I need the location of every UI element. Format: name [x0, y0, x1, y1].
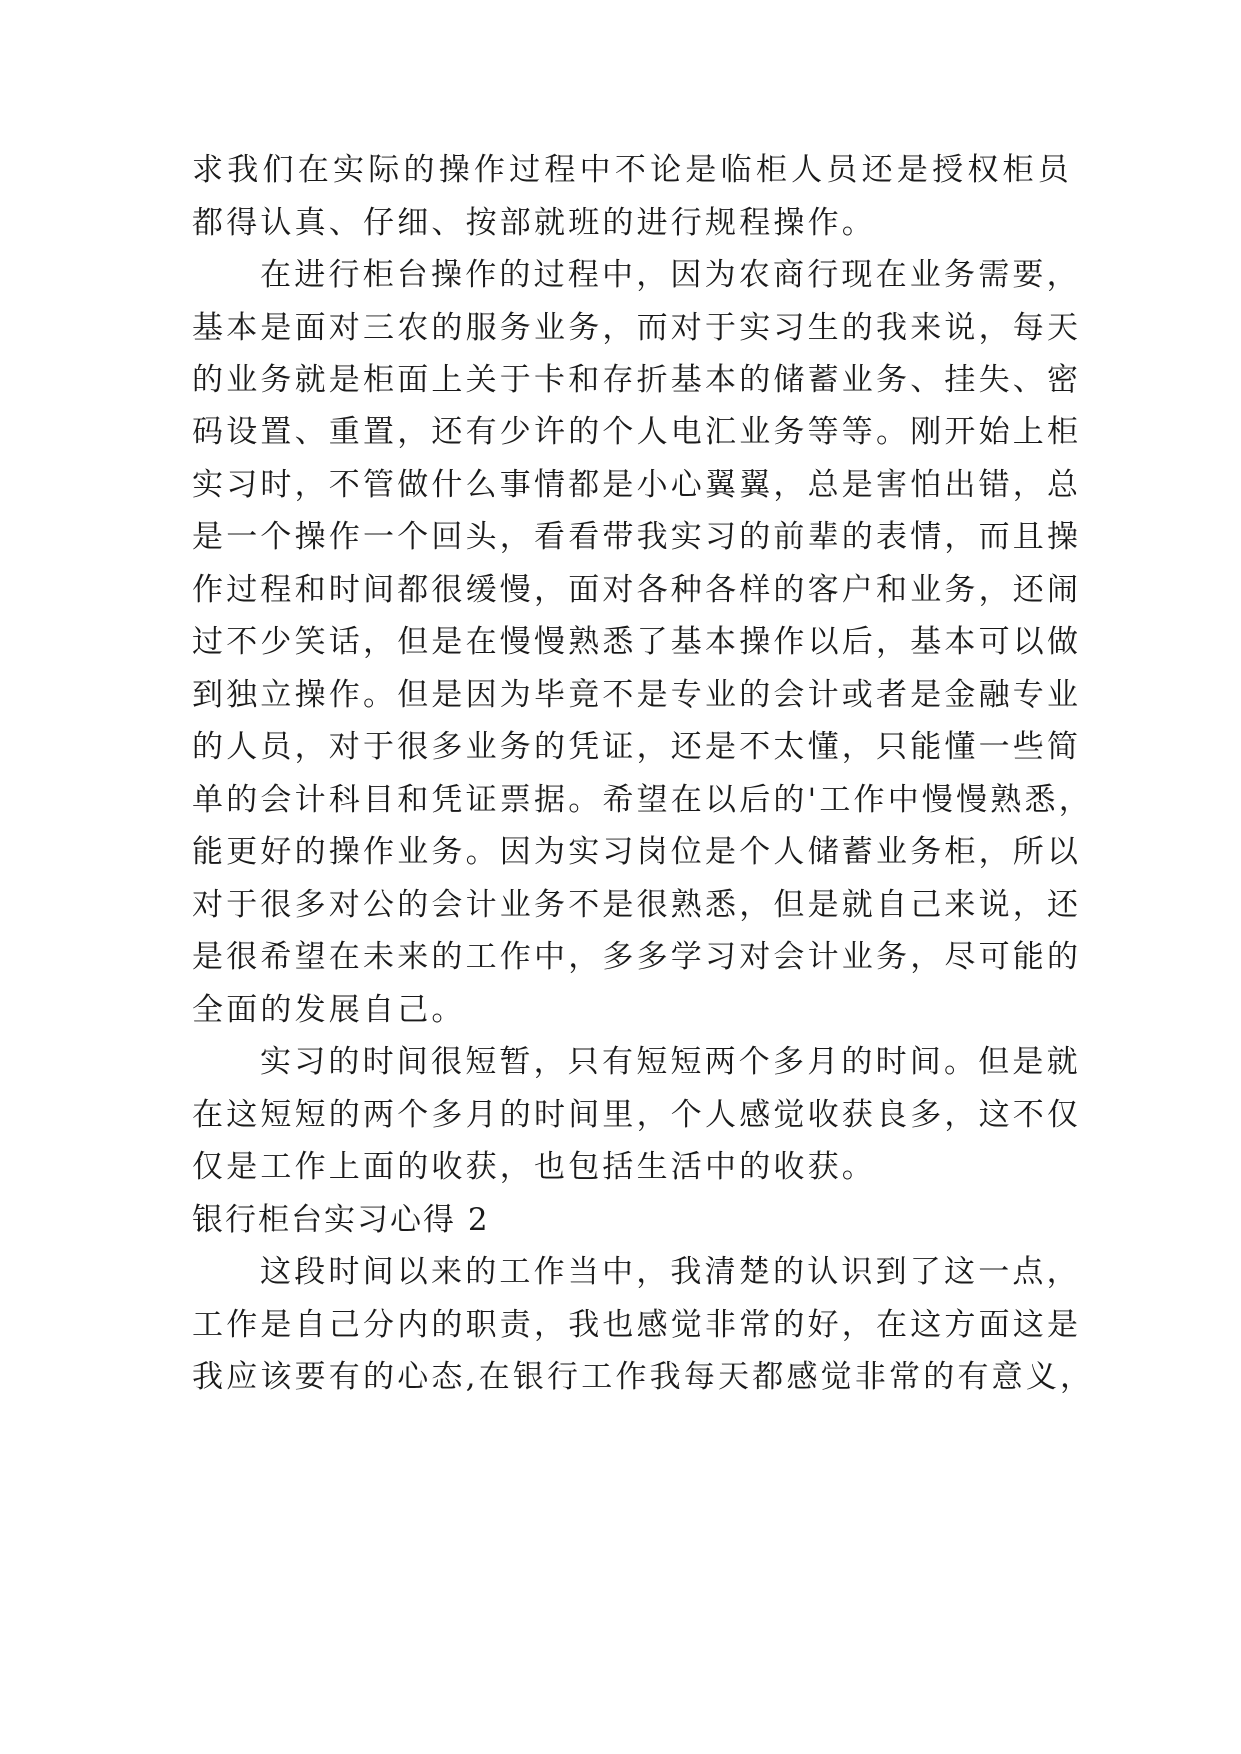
- text-line: 是一个操作一个回头，看看带我实习的前辈的表情，而且操: [192, 519, 1082, 555]
- text-line: 对于很多对公的会计业务不是很熟悉，但是就自己来说，还: [192, 887, 1082, 923]
- paragraph-first-line: 在进行柜台操作的过程中，因为农商行现在业务需要，: [260, 257, 1081, 293]
- text-line: 都得认真、仔细、按部就班的进行规程操作。: [192, 205, 876, 241]
- text-line: 单的会计科目和凭证票据。希望在以后的'工作中慢慢熟悉，: [192, 782, 1093, 818]
- paragraph-first-line: 这段时间以来的工作当中，我清楚的认识到了这一点，: [260, 1254, 1081, 1290]
- text-line: 全面的发展自己。: [192, 992, 466, 1028]
- text-line: 基本是面对三农的服务业务，而对于实习生的我来说，每天: [192, 310, 1082, 346]
- text-line: 过不少笑话，但是在慢慢熟悉了基本操作以后，基本可以做: [192, 624, 1082, 660]
- text-line: 仅是工作上面的收获，也包括生活中的收获。: [192, 1149, 876, 1185]
- section-heading: 银行柜台实习心得 2: [192, 1202, 490, 1238]
- text-line: 能更好的操作业务。因为实习岗位是个人储蓄业务柜，所以: [192, 834, 1082, 870]
- text-line: 到独立操作。但是因为毕竟不是专业的会计或者是金融专业: [192, 677, 1082, 713]
- paragraph-first-line: 实习的时间很短暂，只有短短两个多月的时间。但是就: [260, 1044, 1081, 1080]
- text-line: 工作是自己分内的职责，我也感觉非常的好，在这方面这是: [192, 1307, 1082, 1343]
- text-line: 码设置、重置，还有少许的个人电汇业务等等。刚开始上柜: [192, 414, 1082, 450]
- text-line: 是很希望在未来的工作中，多多学习对会计业务，尽可能的: [192, 939, 1082, 975]
- text-line: 作过程和时间都很缓慢，面对各种各样的客户和业务，还闹: [192, 572, 1082, 608]
- text-line: 的人员，对于很多业务的凭证，还是不太懂，只能懂一些简: [192, 729, 1082, 765]
- text-line: 在这短短的两个多月的时间里，个人感觉收获良多，这不仅: [192, 1097, 1082, 1133]
- text-line: 我应该要有的心态,在银行工作我每天都感觉非常的有意义，: [192, 1359, 1095, 1395]
- text-line: 实习时，不管做什么事情都是小心翼翼，总是害怕出错，总: [192, 467, 1082, 503]
- text-line: 的业务就是柜面上关于卡和存折基本的储蓄业务、挂失、密: [192, 362, 1082, 398]
- text-line: 求我们在实际的操作过程中不论是临柜人员还是授权柜员: [192, 152, 1072, 188]
